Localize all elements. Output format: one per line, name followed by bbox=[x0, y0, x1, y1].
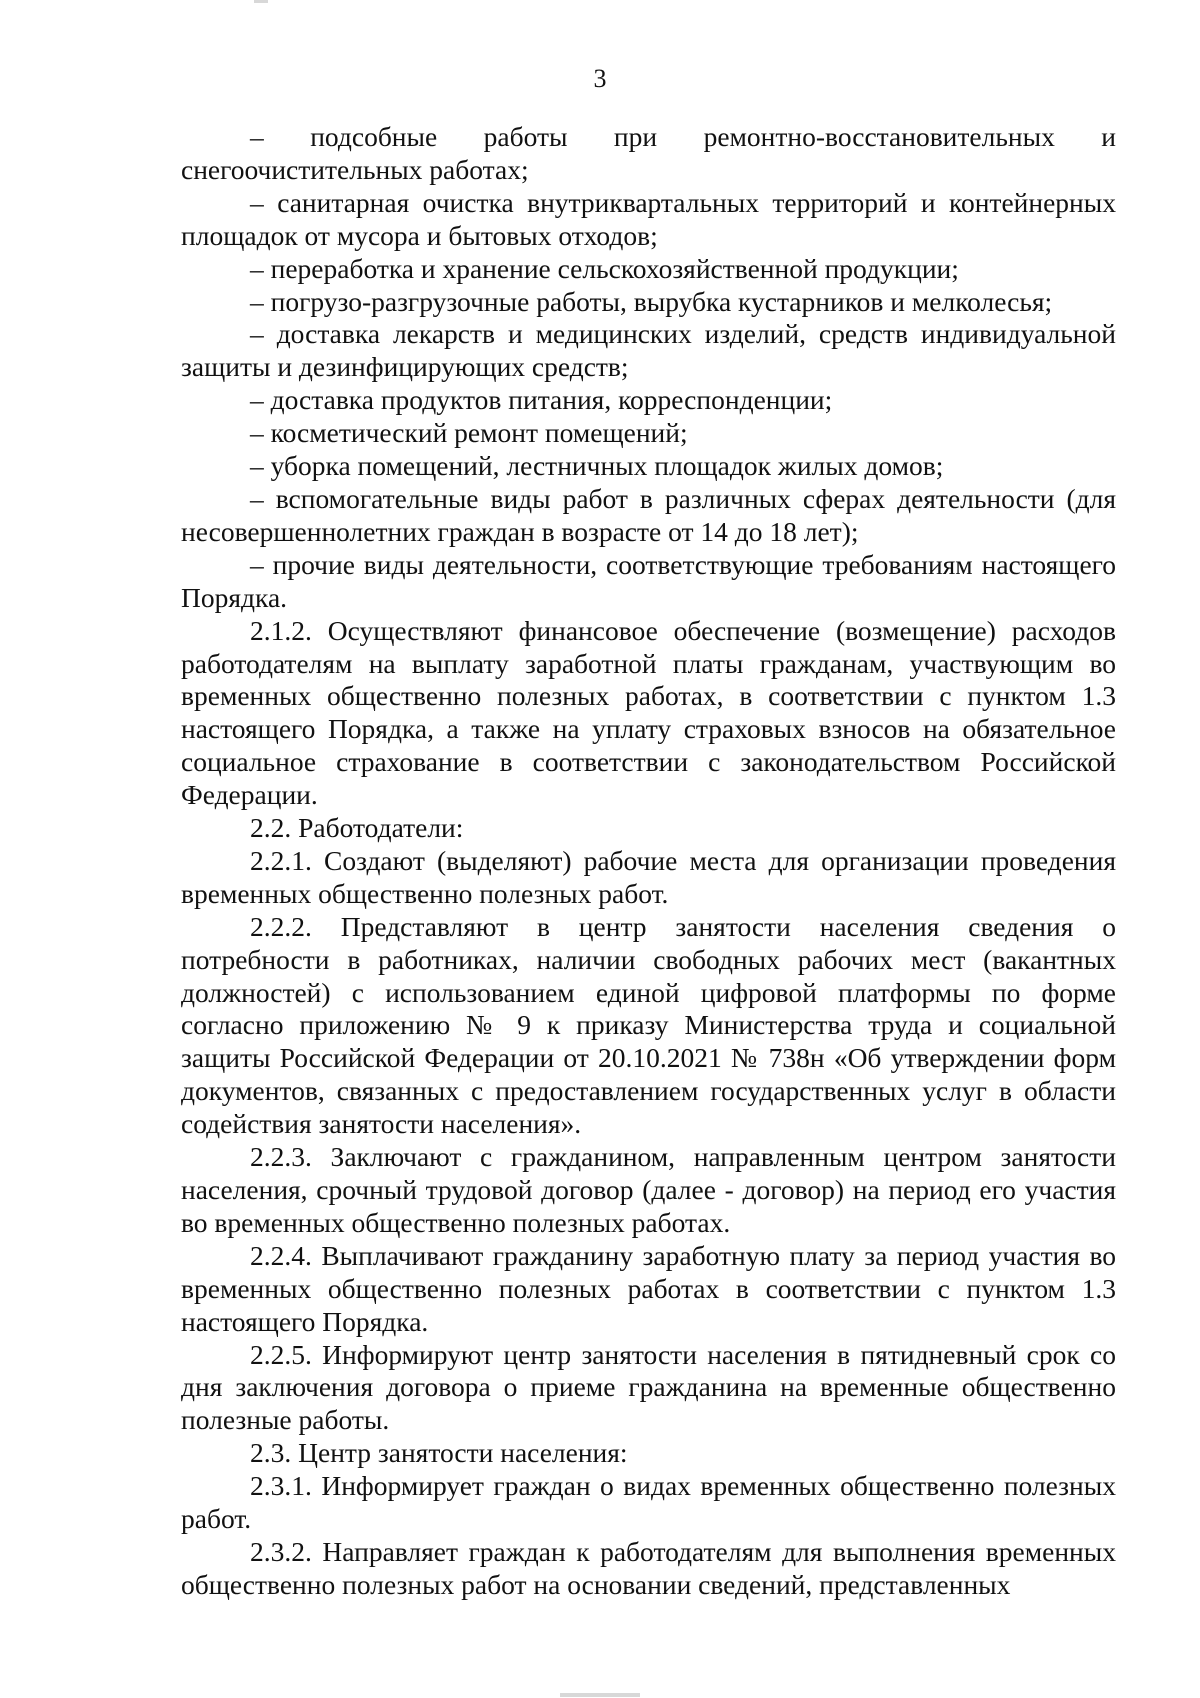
clause-2-3-1: 2.3.1. Информирует граждан о видах временных общественно полезных работ. bbox=[181, 1470, 1116, 1535]
list-item-cosmetic-repair: – косметический ремонт помещений; bbox=[250, 417, 688, 449]
clause-2-3-2: 2.3.2. Направляет граждан к работодателям для выполнения временных общественно полезных работ на основании сведений, представленных bbox=[181, 1535, 1116, 1600]
clause-2-3-heading: 2.3. Центр занятости населения: bbox=[250, 1437, 628, 1469]
list-item-auxiliary-repair-work: – подсобные работы при ремонтно-восстановительных и снегоочистительных работах; bbox=[181, 121, 1116, 185]
clause-2-2-1: 2.2.1. Создают (выделяют) рабочие места для организации проведения временных общественно полезных работ. bbox=[181, 844, 1116, 909]
clause-2-2-2: 2.2.2. Представляют в центр занятости населения сведения о потребности в работниках, наличии свободных рабочих мест (вакантных должностей) с использованием единой цифровой платформы по форме согласно приложению № 9 к приказу Министерства труда и социальной защиты Российской Федерации от 20.10.2021 № 738н «Об утверждении форм документов, связанных с предоставлением государственных услуг в области содействия занятости населения». bbox=[181, 910, 1116, 1140]
clause-2-2-5: 2.2.5. Информируют центр занятости населения в пятидневный срок со дня заключения договора о приеме гражданина на временные общественно полезные работы. bbox=[181, 1338, 1116, 1436]
list-item-auxiliary-work-minors: – вспомогательные виды работ в различных сферах деятельности (для несовершеннолетних граждан в возрасте от 14 до 18 лет); bbox=[181, 482, 1116, 547]
scan-artifact-top bbox=[254, 0, 268, 3]
list-item-loading-unloading: – погрузо-разгрузочные работы, вырубка кустарников и мелколесья; bbox=[250, 285, 1053, 317]
page-number: 3 bbox=[593, 64, 607, 93]
list-item-food-delivery: – доставка продуктов питания, корреспонденции; bbox=[250, 384, 833, 416]
list-item-premises-cleaning: – уборка помещений, лестничных площадок жилых домов; bbox=[250, 450, 944, 482]
list-item-sanitary-cleaning: – санитарная очистка внутриквартальных территорий и контейнерных площадок от мусора и бытовых отходов; bbox=[181, 186, 1116, 251]
list-item-other-activities: – прочие виды деятельности, соответствующие требованиям настоящего Порядка. bbox=[181, 548, 1116, 613]
clause-2-1-2: 2.1.2. Осуществляют финансовое обеспечение (возмещение) расходов работодателям на выплату заработной платы гражданам, участвующим во временных общественно полезных работах, в соответствии с пунктом 1.3 настоящего Порядка, а также на уплату страховых взносов на обязательное социальное страхование в соответствии с законодательством Российской Федерации. bbox=[181, 614, 1116, 811]
scan-artifact-bottom bbox=[560, 1693, 640, 1697]
clause-2-2-3: 2.2.3. Заключают с гражданином, направленным центром занятости населения, срочный трудовой договор (далее - договор) на период его участия во временных общественно полезных работах. bbox=[181, 1141, 1116, 1238]
clause-2-2-4: 2.2.4. Выплачивают гражданину заработную плату за период участия во временных общественно полезных работах в соответствии с пунктом 1.3 настоящего Порядка. bbox=[181, 1239, 1116, 1337]
list-item-agricultural-processing: – переработка и хранение сельскохозяйственной продукции; bbox=[250, 252, 959, 284]
document-body bbox=[181, 121, 1116, 1602]
clause-2-2-heading: 2.2. Работодатели: bbox=[250, 812, 464, 844]
list-item-medicine-delivery: – доставка лекарств и медицинских изделий, средств индивидуальной защиты и дезинфицирующих средств; bbox=[181, 318, 1116, 383]
